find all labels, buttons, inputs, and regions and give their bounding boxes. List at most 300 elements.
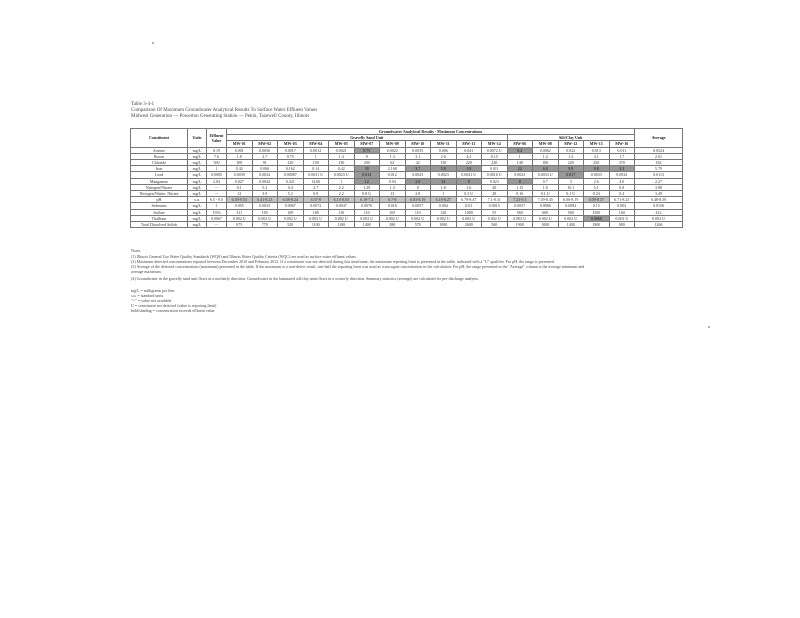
unit-cell: mg/L bbox=[188, 203, 207, 209]
result-cell: 0.14 bbox=[303, 166, 329, 172]
result-cell: 1000 bbox=[533, 222, 559, 228]
constituent-name: Iron bbox=[131, 166, 188, 172]
result-cell: 0.0023 bbox=[431, 172, 457, 178]
table-title: Comparison Of Maximum Groundwater Analytical Results To Surface Water Effluent Values bbox=[131, 108, 318, 113]
result-cell: 250 bbox=[584, 160, 610, 166]
result-cell: 0.0033 bbox=[584, 172, 610, 178]
result-cell: 1.8 bbox=[227, 153, 253, 159]
result-cell: 0.162 bbox=[278, 166, 304, 172]
result-cell: 39 bbox=[354, 166, 380, 172]
result-cell: 0.0041 U bbox=[456, 172, 482, 178]
result-cell: 0.0082 bbox=[558, 203, 584, 209]
result-cell: 6.37-8 bbox=[303, 197, 329, 203]
result-cell: 6.71-8.23 bbox=[609, 197, 635, 203]
result-cell: 1 bbox=[329, 178, 355, 184]
unit-cell: mg/L bbox=[188, 178, 207, 184]
col-well: MW-09 bbox=[380, 141, 406, 147]
result-cell: 150 bbox=[303, 160, 329, 166]
legend-line: bold/shading = concentration exceeds effluent value bbox=[131, 308, 215, 313]
unit-cell: mg/L bbox=[188, 209, 207, 215]
unit-cell: mg/L bbox=[188, 166, 207, 172]
result-cell: 0.0012 bbox=[303, 147, 329, 153]
result-cell: 1.7 bbox=[609, 153, 635, 159]
result-cell: 560 bbox=[482, 222, 508, 228]
result-cell: 0.0042 bbox=[252, 178, 278, 184]
average-value: 0.0524 bbox=[635, 147, 683, 153]
result-cell: 1 bbox=[431, 191, 457, 197]
result-cell: 0.002 U bbox=[227, 215, 253, 221]
effluent-value: 1 bbox=[207, 166, 227, 172]
note-4: (4) Groundwater in the gravelly sand unit flows in a northerly direction. Groundwater in the laminated silt/clay units flows in a westerly direction. Summary statistics (average) are calculated for pre-discharge analytes. bbox=[131, 276, 479, 281]
effluent-value: -- bbox=[207, 222, 227, 228]
result-cell: 130 bbox=[329, 160, 355, 166]
result-cell: 6.13-8.03 bbox=[329, 197, 355, 203]
result-cell: 1 bbox=[507, 153, 533, 159]
result-cell: 0.16 bbox=[507, 191, 533, 197]
note-3-cont: average maximum. bbox=[131, 269, 162, 274]
result-cell: 0.0072 U bbox=[482, 147, 508, 153]
result-cell: 100 bbox=[227, 160, 253, 166]
average-value: 0.0156 bbox=[635, 203, 683, 209]
col-well: MW-14 bbox=[482, 141, 508, 147]
result-cell: 3 bbox=[558, 178, 584, 184]
constituent-name: Nitrogen/Nitrite, Nitrate bbox=[131, 191, 188, 197]
constituent-name: Total Dissolved Solids bbox=[131, 222, 188, 228]
note-3: (3) Average of the detected concentrations (maximum) presented in the table. If the maximum is a non-detect result, one-half the reporting limit was used as a surrogate concentration in the calculation. For pH, the range presented in the "Average" column is the average minimum and bbox=[131, 264, 585, 269]
result-cell: 0.1 U bbox=[533, 191, 559, 197]
result-cell: 0.002 U bbox=[609, 215, 635, 221]
result-cell: 0.9 bbox=[303, 191, 329, 197]
result-cell: 1500 bbox=[584, 209, 610, 215]
result-cell: 7.23-9.3 bbox=[507, 197, 533, 203]
result-cell: 1900 bbox=[507, 222, 533, 228]
result-cell: 0.01 bbox=[456, 203, 482, 209]
average-value: 2.01 bbox=[635, 153, 683, 159]
result-cell: 0.002 U bbox=[482, 215, 508, 221]
col-well: MW-13 bbox=[456, 141, 482, 147]
result-cell: 3.1 bbox=[584, 153, 610, 159]
result-cell: 0.002 U bbox=[278, 215, 304, 221]
col-constituent: Constituent bbox=[131, 129, 188, 148]
result-cell: 1 bbox=[303, 153, 329, 159]
result-cell: 0.0016 U bbox=[482, 172, 508, 178]
result-cell: 0.016 bbox=[380, 203, 406, 209]
result-cell: 9.8 bbox=[584, 166, 610, 172]
result-cell: 0.002 U bbox=[558, 215, 584, 221]
result-cell: 0.1 U bbox=[558, 191, 584, 197]
result-cell: 770 bbox=[252, 222, 278, 228]
unit-cell: s.u. bbox=[188, 197, 207, 203]
result-cell: 0 bbox=[405, 184, 431, 190]
result-cell: 150 bbox=[431, 160, 457, 166]
result-cell: 0.0072 bbox=[303, 203, 329, 209]
result-cell: 2.7 bbox=[252, 153, 278, 159]
result-cell: 980 bbox=[609, 222, 635, 228]
result-cell: 9 bbox=[354, 153, 380, 159]
result-cell: 0.4 bbox=[609, 191, 635, 197]
result-cell: 2.168 bbox=[380, 166, 406, 172]
result-cell: 8 bbox=[507, 178, 533, 184]
unit-cell: mg/L bbox=[188, 215, 207, 221]
result-cell: 0.002 U bbox=[354, 215, 380, 221]
result-cell: 0.15 bbox=[584, 203, 610, 209]
result-cell: 0.022 bbox=[558, 147, 584, 153]
result-cell: 0.15 bbox=[482, 153, 508, 159]
result-cell: 10.1 bbox=[558, 184, 584, 190]
result-cell: 6.39-9.53 bbox=[227, 197, 253, 203]
result-cell: 1.8 bbox=[456, 166, 482, 172]
result-cell: 0.017 bbox=[558, 172, 584, 178]
result-cell: 0.0039 bbox=[227, 172, 253, 178]
average-value: 6.48-8.39 bbox=[635, 197, 683, 203]
result-cell: 109 bbox=[278, 209, 304, 215]
scan-speck bbox=[708, 326, 710, 328]
result-cell: 6.41-8.23 bbox=[252, 197, 278, 203]
constituent-name: Manganese bbox=[131, 178, 188, 184]
result-cell: 500 bbox=[558, 209, 584, 215]
constituent-name: Sulfate bbox=[131, 209, 188, 215]
result-cell: 0.3 U bbox=[456, 191, 482, 197]
result-cell: 0.0021 bbox=[329, 147, 355, 153]
result-cell: 0.94 bbox=[380, 178, 406, 184]
col-well: MW-11 bbox=[431, 141, 457, 147]
result-cell: 91 bbox=[252, 160, 278, 166]
result-cell: 5.8 bbox=[431, 166, 457, 172]
col-well: MW-05 bbox=[329, 141, 355, 147]
result-cell: 380 bbox=[380, 222, 406, 228]
result-cell: 220 bbox=[456, 160, 482, 166]
result-cell: 9.9 bbox=[558, 166, 584, 172]
result-cell: 1400 bbox=[354, 222, 380, 228]
result-cell: 13 bbox=[380, 191, 406, 197]
constituent-name: Lead bbox=[131, 172, 188, 178]
result-cell: 1400 bbox=[558, 222, 584, 228]
col-well: MW-01 bbox=[227, 141, 253, 147]
result-cell: 180 bbox=[303, 209, 329, 215]
result-cell: 0.002 U bbox=[405, 215, 431, 221]
effluent-value: 0.0085 bbox=[207, 172, 227, 178]
constituent-name: Chloride bbox=[131, 160, 188, 166]
result-cell: 1.3 bbox=[380, 153, 406, 159]
group-gravelly-sand: Gravelly Sand Unit bbox=[227, 135, 508, 141]
result-cell: 0.0057 bbox=[507, 203, 533, 209]
result-cell: 3.7 bbox=[405, 166, 431, 172]
result-cell: 0.066 bbox=[252, 166, 278, 172]
result-cell: 220 bbox=[558, 160, 584, 166]
legend-line: s.u. = standard units bbox=[131, 293, 164, 298]
effluent-value: 0.19 bbox=[207, 147, 227, 153]
result-cell: 0.2 bbox=[507, 147, 533, 153]
result-cell: 0.0023 bbox=[405, 172, 431, 178]
result-cell: 1.6 bbox=[533, 184, 559, 190]
result-cell: 675 bbox=[227, 222, 253, 228]
result-cell: 0.42 bbox=[227, 166, 253, 172]
result-cell: 5.1 bbox=[584, 184, 610, 190]
table-subtitle: Midwest Generation — Powerton Generating Station — Pekin, Tazewell County, Illinois bbox=[131, 114, 310, 119]
result-cell: 0.006 bbox=[431, 147, 457, 153]
result-cell: 28 bbox=[482, 191, 508, 197]
result-cell: 110 bbox=[354, 209, 380, 215]
unit-cell: mg/L bbox=[188, 160, 207, 166]
average-value: 1266 bbox=[635, 222, 683, 228]
result-cell: 12 bbox=[431, 178, 457, 184]
result-cell: 7.1-8.31 bbox=[482, 197, 508, 203]
result-cell: 0.0023 U bbox=[329, 172, 355, 178]
result-cell: 0.42 bbox=[329, 166, 355, 172]
note-1: (1) Illinois General Use Water Quality Standards (WQS) and Illinois Water Quality Criteria (WQC) are used as surface water effluent values. bbox=[131, 254, 357, 259]
result-cell: 1.3 bbox=[558, 153, 584, 159]
constituent-name: pH bbox=[131, 197, 188, 203]
result-cell: 140 bbox=[507, 160, 533, 166]
result-cell: 1900 bbox=[584, 222, 610, 228]
average-value: 412 bbox=[635, 209, 683, 215]
result-cell: 0.0066 bbox=[533, 203, 559, 209]
result-cell: 2.2 bbox=[329, 184, 355, 190]
col-average: Average bbox=[635, 129, 683, 148]
constituent-name: Thallium bbox=[131, 215, 188, 221]
result-cell: 2.0 bbox=[405, 178, 431, 184]
average-value: 0.002 U bbox=[635, 215, 683, 221]
result-cell: 12 bbox=[354, 178, 380, 184]
effluent-value: -- bbox=[207, 184, 227, 190]
notes-heading: Notes bbox=[131, 248, 141, 253]
result-cell: 0.027 bbox=[227, 178, 253, 184]
result-cell: 6.7-8 bbox=[380, 197, 406, 203]
result-cell: 0.002 U bbox=[303, 215, 329, 221]
result-cell: 2.6 bbox=[584, 178, 610, 184]
effluent-value: 0.0067 bbox=[207, 215, 227, 221]
result-cell: 6.18-8.27 bbox=[431, 197, 457, 203]
unit-cell: mg/L bbox=[188, 153, 207, 159]
result-cell: 0.002 U bbox=[456, 215, 482, 221]
average-value: 182 bbox=[635, 160, 683, 166]
result-cell: 560 bbox=[507, 209, 533, 215]
col-well: MW-16 bbox=[609, 141, 635, 147]
result-cell: 0.0033 U bbox=[533, 172, 559, 178]
col-well: MW-15 bbox=[584, 141, 610, 147]
result-cell: 1000 bbox=[456, 209, 482, 215]
col-well: MW-04 bbox=[303, 141, 329, 147]
result-cell: 370 bbox=[609, 160, 635, 166]
result-cell: 0.0017 bbox=[278, 147, 304, 153]
result-cell: 2.7 bbox=[303, 184, 329, 190]
result-cell: 0.0067 bbox=[278, 203, 304, 209]
result-cell: 5.2 bbox=[252, 184, 278, 190]
result-cell: 0.001 bbox=[227, 147, 253, 153]
effluent-value: 500 bbox=[207, 160, 227, 166]
result-cell: 3.3 bbox=[609, 166, 635, 172]
result-cell: 0.0057 bbox=[405, 203, 431, 209]
table-number: Table 3-4-1 bbox=[131, 102, 155, 107]
result-cell: 3.9 bbox=[252, 191, 278, 197]
result-cell: 105 bbox=[252, 209, 278, 215]
result-cell: 1.4 bbox=[329, 153, 355, 159]
result-cell: 6.09-8.37 bbox=[584, 197, 610, 203]
average-value: 3.88 bbox=[635, 184, 683, 190]
result-cell: 1.15 bbox=[507, 184, 533, 190]
col-well: MW-03 bbox=[278, 141, 304, 147]
result-cell: 55 bbox=[482, 209, 508, 215]
result-cell: 1.6 bbox=[431, 184, 457, 190]
constituent-name: Nitrogen/Nitrate bbox=[131, 184, 188, 190]
constituent-name: Selenium bbox=[131, 203, 188, 209]
result-cell: 0.0033 bbox=[252, 203, 278, 209]
unit-cell: mg/L bbox=[188, 191, 207, 197]
result-cell: 14.06 bbox=[303, 178, 329, 184]
result-cell: 2600 bbox=[456, 222, 482, 228]
result-cell: 0.75 bbox=[354, 147, 380, 153]
result-cell: 6.06-8.19 bbox=[558, 197, 584, 203]
result-cell: 0.002 U bbox=[507, 215, 533, 221]
result-cell: 8 bbox=[456, 178, 482, 184]
effluent-value: 1933 bbox=[207, 209, 227, 215]
result-cell: 0.7 bbox=[533, 178, 559, 184]
result-cell: 0.0015 bbox=[482, 203, 508, 209]
result-cell: 110 bbox=[405, 209, 431, 215]
result-cell: 0.005 bbox=[227, 203, 253, 209]
result-cell: 120 bbox=[278, 160, 304, 166]
result-cell: 1000 bbox=[431, 222, 457, 228]
result-cell: 5.2 bbox=[278, 191, 304, 197]
scan-speck bbox=[152, 42, 154, 44]
analytical-results-table bbox=[130, 128, 683, 228]
result-cell: 0.0035 bbox=[405, 147, 431, 153]
result-cell: 0.0032 bbox=[609, 172, 635, 178]
supergroup-header: Groundwater Analytical Results - Maximum Concentrations bbox=[227, 129, 635, 135]
result-cell: 520 bbox=[278, 222, 304, 228]
result-cell: 0.004 bbox=[431, 203, 457, 209]
result-cell: 0.0076 bbox=[354, 203, 380, 209]
result-cell: 42 bbox=[405, 160, 431, 166]
col-effluent: Effluent Value bbox=[207, 129, 227, 148]
result-cell: 0.321 bbox=[278, 178, 304, 184]
result-cell: 600 bbox=[533, 209, 559, 215]
unit-cell: mg/L bbox=[188, 172, 207, 178]
result-cell: 6.19-7.2 bbox=[354, 197, 380, 203]
result-cell: 0.002 U bbox=[380, 215, 406, 221]
result-cell: 0.0036 bbox=[252, 147, 278, 153]
result-cell: 200 bbox=[354, 160, 380, 166]
result-cell: 0.4 bbox=[278, 184, 304, 190]
result-cell: 0.1 bbox=[227, 184, 253, 190]
col-well: MW-10 bbox=[405, 141, 431, 147]
result-cell: 0.8 U bbox=[354, 191, 380, 197]
result-cell: 0.023 bbox=[482, 178, 508, 184]
result-cell: 7.39-8.45 bbox=[533, 197, 559, 203]
result-cell: 1100 bbox=[303, 222, 329, 228]
result-cell: 3.1 bbox=[405, 153, 431, 159]
abbreviation-legend bbox=[131, 288, 216, 313]
result-cell: 0.002 U bbox=[533, 215, 559, 221]
result-cell: 2.6 bbox=[431, 153, 457, 159]
result-cell: 6.0 bbox=[533, 166, 559, 172]
col-well: MW-07 bbox=[354, 141, 380, 147]
col-well: MW-02 bbox=[252, 141, 278, 147]
result-cell: 0.002 U bbox=[329, 215, 355, 221]
result-cell: 0.012 bbox=[380, 172, 406, 178]
result-cell: 570 bbox=[405, 222, 431, 228]
result-cell: 1.2 bbox=[533, 153, 559, 159]
result-cell: 311 bbox=[227, 209, 253, 215]
result-cell: 0.0047 bbox=[329, 203, 355, 209]
result-cell: 0.041 bbox=[456, 147, 482, 153]
result-cell: 0.014 bbox=[354, 172, 380, 178]
result-cell: 0.0023 bbox=[507, 172, 533, 178]
group-silt-clay: Silt/Clay Unit bbox=[507, 135, 635, 141]
legend-line: "--" = value not available bbox=[131, 298, 172, 303]
legend-line: U = constituent not detected (value is reporting limit) bbox=[131, 303, 217, 308]
result-cell: 4.0 bbox=[609, 178, 635, 184]
col-well: MW-06 bbox=[507, 141, 533, 147]
unit-cell: mg/L bbox=[188, 222, 207, 228]
constituent-name: Boron bbox=[131, 153, 188, 159]
average-value: 2.27 bbox=[635, 178, 683, 184]
result-cell: 120 bbox=[431, 209, 457, 215]
result-cell: 0.8 bbox=[609, 184, 635, 190]
unit-cell: mg/L bbox=[188, 147, 207, 153]
effluent-value: 6.5 - 9.0 bbox=[207, 197, 227, 203]
result-cell: 6.58-8.24 bbox=[278, 197, 304, 203]
result-cell: 2.2 bbox=[329, 191, 355, 197]
result-cell: 0.24 bbox=[584, 191, 610, 197]
result-cell: 0.011 bbox=[482, 166, 508, 172]
table-row bbox=[131, 222, 683, 228]
result-cell: 4.2 bbox=[456, 153, 482, 159]
result-cell: 2.8 bbox=[405, 191, 431, 197]
result-cell: 105 bbox=[380, 209, 406, 215]
result-cell: 22 bbox=[507, 166, 533, 172]
result-cell: 0.002 U bbox=[252, 215, 278, 221]
note-2: (2) Maximum detected concentrations reported between December 2010 and February 2012. If a constituent was not detected during this timeframe, the maximum reporting limit is presented in the table, indicated with a "U" qualifier. For pH, the range is presented. bbox=[131, 259, 555, 264]
result-cell: 62 bbox=[380, 160, 406, 166]
average-value: 5.79 bbox=[635, 166, 683, 172]
result-cell: 0.00087 bbox=[278, 172, 304, 178]
effluent-value: 2.04 bbox=[207, 178, 227, 184]
result-cell: 110 bbox=[329, 209, 355, 215]
effluent-value: 1 bbox=[207, 203, 227, 209]
result-cell: 0.0068 bbox=[584, 215, 610, 221]
result-cell: 12 bbox=[227, 191, 253, 197]
result-cell: 160 bbox=[609, 209, 635, 215]
result-cell: 1100 bbox=[329, 222, 355, 228]
result-cell: 0.011 bbox=[609, 147, 635, 153]
result-cell: 0.0032 bbox=[252, 172, 278, 178]
result-cell: 0.002 U bbox=[431, 215, 457, 221]
col-units: Units bbox=[188, 129, 207, 148]
result-cell: 0.003 bbox=[609, 203, 635, 209]
result-cell: 6.03-8.19 bbox=[405, 197, 431, 203]
result-cell: 1.3 bbox=[380, 184, 406, 190]
result-cell: 6.79-8.47 bbox=[456, 197, 482, 203]
result-cell: 20 bbox=[482, 184, 508, 190]
effluent-value: 7.6 bbox=[207, 153, 227, 159]
effluent-value: -- bbox=[207, 191, 227, 197]
average-value: 3.49 bbox=[635, 191, 683, 197]
result-cell: 0.0031 U bbox=[303, 172, 329, 178]
result-cell: 0.75 bbox=[278, 153, 304, 159]
result-cell: 180 bbox=[533, 160, 559, 166]
result-cell: 0.0022 bbox=[380, 147, 406, 153]
result-cell: 1.6 bbox=[456, 184, 482, 190]
result-cell: 1.29 bbox=[354, 184, 380, 190]
col-well: MW-12 bbox=[558, 141, 584, 147]
result-cell: 0.0062 bbox=[533, 147, 559, 153]
col-well: MW-08 bbox=[533, 141, 559, 147]
average-value: 0.0113 bbox=[635, 172, 683, 178]
result-cell: 0.013 bbox=[584, 147, 610, 153]
unit-cell: mg/L bbox=[188, 184, 207, 190]
legend-line: mg/L = milligrams per liter bbox=[131, 288, 175, 293]
